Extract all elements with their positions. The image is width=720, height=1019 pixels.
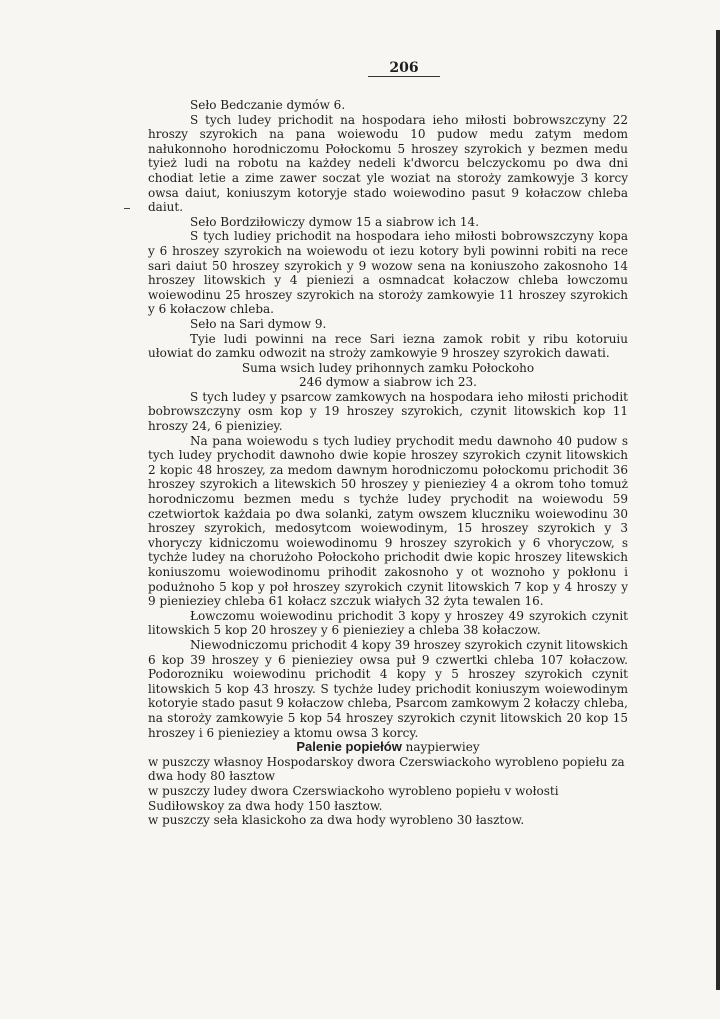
list-line: w puszczy seła klasickoho za dwa hody wyrobleno 30 łasztow. xyxy=(148,813,525,828)
summary-heading: Suma wsich ludey prihonnych zamku Połockoho xyxy=(241,360,535,375)
page-number: 206 xyxy=(389,60,419,76)
section-heading xyxy=(148,740,628,755)
paragraph: Niewodniczomu prichodit 4 kopy 39 hroszey szyrokich czynit litowskich 6 kop 39 hroszey y 6 pieniezіey owsa puł 9 czwertki chleba 107 kołaczow. Podorozniku woiewodinu prichodit 4 kopy y 5 hroszey szyrokich czynit litowskich 5 kop 43 hroszy. S tychże ludey prichodit koniuszym woiewodinym kotoryie stado pasut 9 kołaczow chleba, Psarcom zamkowym 2 kołaczy chleba, na storoży zamkowyie 5 kop 54 hroszey szyrokich czynit litowskich 20 kop 15 hroszey i 6 pieniezіey a ktomu owsa 3 korcy. xyxy=(148,637,628,740)
list-line: w puszczy własnoy Hospodarskoy dwora Czerswiackoho wyrobleno popiełu za dwa hody 80 łasztow xyxy=(148,754,625,784)
village-heading: Seło Bedczanie dymów 6. xyxy=(190,98,346,112)
summary-subheading: 246 dymow a siabrow ich 23. xyxy=(299,375,477,390)
village-heading: Seło na Sari dymow 9. xyxy=(190,316,327,331)
paragraph: S tych ludey y psarcow zamkowych na hospodara ieho miłosti prichodit bobrowszczyny osm kop y 19 hroszey szyrokich, czynit litowskich kop 11 hroszy 24, 6 pieniziey. xyxy=(148,389,628,434)
section-heading-bold: Palenie popiełów xyxy=(296,739,402,755)
paragraph: S tych ludiey prichodit na hospodara ieho miłosti bobrowszczyny kopa y 6 hroszey szyrokich na woiewodu ot iezu kotory byli powinni robiti na rece sari daiut 50 hroszey szyrokich y 9 wozow sena na koniuszoho zakosnoho 14 hroszey litowskich y 4 pieniezi a osmnadcat kołaczow chleba łowczomu woiewodinu 25 hroszey szyrokich na storoży zamkowyie 11 hroszey szyrokich y 6 kołaczow chleba. xyxy=(148,229,628,317)
paragraph: S tych ludey prichodit na hospodara ieho miłosti bobrowszczyny 22 hroszy szyrokich na pana woiewodu 10 pudow medu zatym medom nałukonnoho horodniczomu Połockomu 5 hroszey szyrokich y bezmen medu tyież ludi na robotu na każdey nedeli k'dworcu belczyckomu po dwa dni chodiat letie a zime zawer soczat yle woziat na storoży zamkowyje 3 korcy owsa daiut, koniuszym kotoryje stado woiewodino pasut 9 kołaczow chleba daiut. xyxy=(148,112,628,215)
list-line: w puszczy ludey dwora Czerswiackoho wyrobleno popiełu v wołosti Sudiłowskoy za dwa hody 150 łasztow. xyxy=(148,783,559,813)
paragraph: Tyie ludi powinni na rece Sari iezna zamok robit y ribu kotoruiu ułowiat do zamku odwozit na stroży zamkowyie 9 hroszey szyrokich dawati. xyxy=(148,331,628,361)
paragraph: Łowczomu woiewodinu prichodit 3 kopy y hroszey 49 szyrokich czynit litowskich 5 kop 20 hroszey y 6 pieniezіey a chleba 38 kołaczow. xyxy=(148,608,628,638)
margin-mark xyxy=(124,208,130,209)
header-rule xyxy=(368,76,440,77)
page-edge-shadow xyxy=(716,30,720,990)
section-heading-rest: naypierwiey xyxy=(401,740,480,755)
village-heading: Seło Bordziłowiczy dymow 15 a siabrow ich 14. xyxy=(190,214,480,229)
body-text xyxy=(148,98,628,828)
paragraph: Na pana woiewodu s tych ludiey prychodit medu dawnoho 40 pudow s tych ludey prychodit dawnoho dwie kopie hroszey szyrokich czynit litowskich 2 kopic 48 hroszey, za medom dawnym horodniczomu połockomu prichodit 36 hroszey szyrokich a litewskich 50 hroszey y pieniezіey 4 a okrom toho tomuż horodniczomu bezmen medu s tychże ludey prychodit na woiewodu 59 czetwiortok każdaia po dwa solanki, zatym owszem kluczniku woiewodinu 30 hroszey szyrokich, medosytcom woiewodinym, 15 hroszey szyrokich y 3 vhoryczy kidniczomu woiewodinomu 9 hroszey szyrokich y 6 vhoryczow, s tychże ludey na chorużoho Połockoho prichodit dwie kopic hroszey litewskich koniuszomu woiewodinomu prihodit zakosnoho y ot woznoho y pokłonu i podużnoho 5 kop y poł hroszey szyrokich czynit litowskich 7 kop y 4 hroszy y 9 pieniezіey chleba 61 kołacz szczuk wiałych 32 żyta tewalen 16. xyxy=(148,433,628,609)
